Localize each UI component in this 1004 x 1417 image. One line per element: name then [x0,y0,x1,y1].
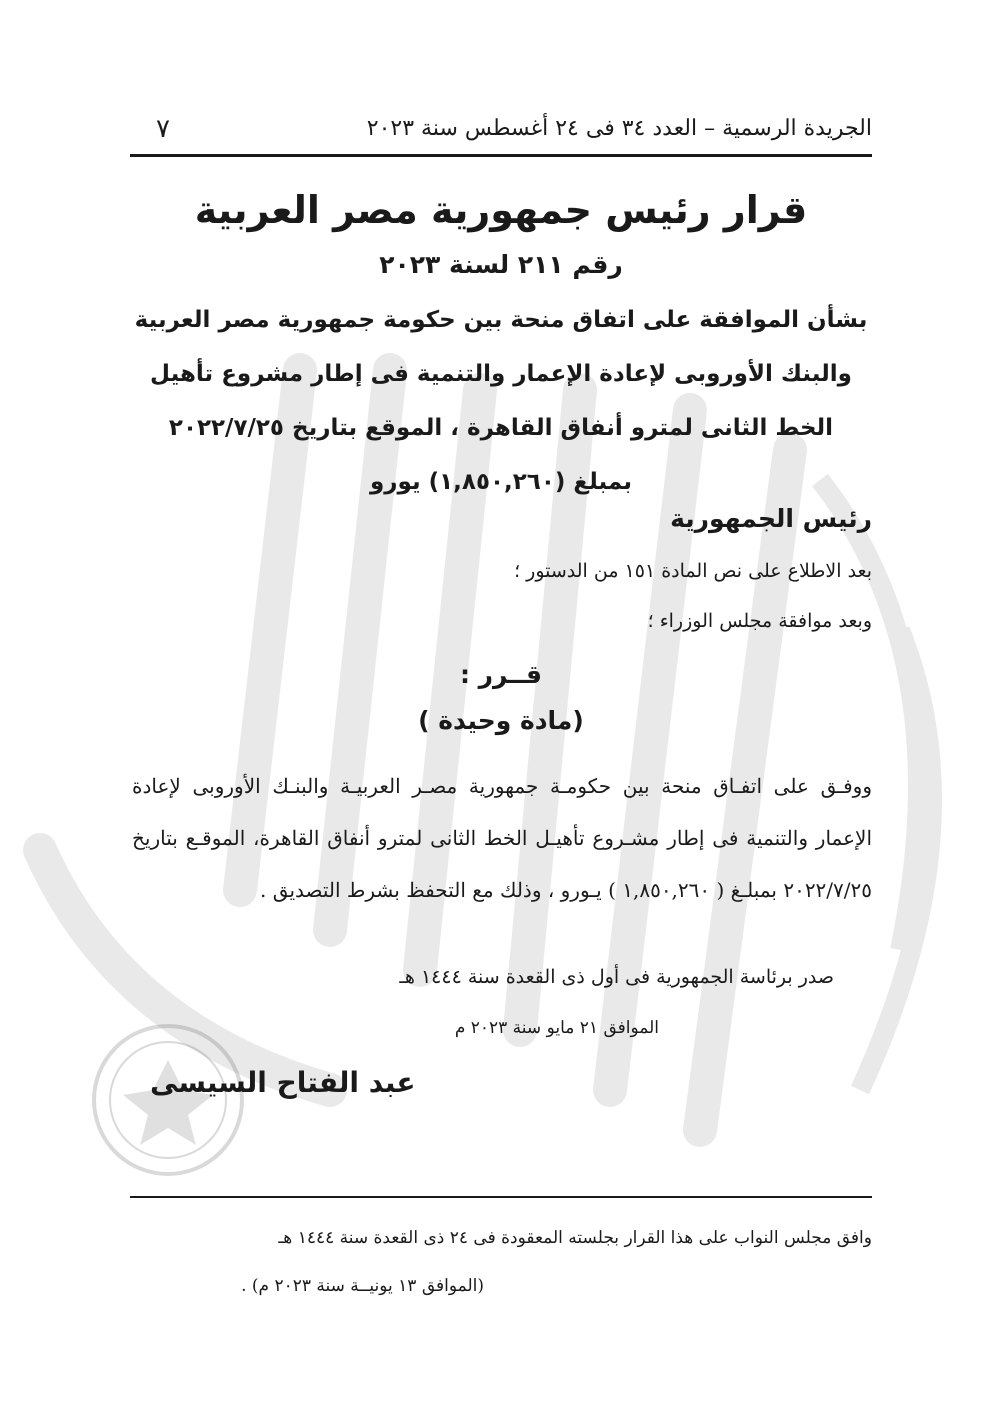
issued-hijri-date: صدر برئاسة الجمهورية فى أول ذى القعدة سنة ١٤٤٤ هـ [399,966,834,988]
article-body: ووفـق على اتفـاق منحة بين حكومـة جمهورية مصـر العربيـة والبنـك الأوروبى لإعادة الإعمار والتنمية فى إطار مشـروع تأهيـل الخط الثانى لمترو أنفاق القاهرة، الموقـع بتاريخ ٢٠٢٢/٧/٢٥ بمبلـغ ( ١,٨٥٠,٢٦٠ ) يـورو ، وذلك مع التحفظ بشرط التصديق . [132,774,872,902]
subject-line: بشأن الموافقة على اتفاق منحة بين حكومة جمهورية مصر العربية [134,307,868,333]
preamble-line: بعد الاطلاع على نص المادة ١٥١ من الدستور ؛ [514,560,872,582]
footnote-line: وافق مجلس النواب على هذا القرار بجلسته المعقودة فى ٢٤ ذى القعدة سنة ١٤٤٤ هـ [278,1228,872,1248]
issued-gregorian-date: الموافق ٢١ مايو سنة ٢٠٢٣ م [454,1018,659,1038]
decree-number: رقم ٢١١ لسنة ٢٠٢٣ [379,250,623,279]
page-header [130,112,872,148]
subject-line: الخط الثانى لمترو أنفاق القاهرة ، الموقع بتاريخ ٢٠٢٢/٧/٢٥ [168,415,834,441]
article-heading: (مادة وحيدة ) [418,706,584,735]
decree-title: قرار رئيس جمهورية مصر العربية [194,188,808,232]
decided-heading: قــرر : [459,660,543,689]
gazette-title: الجريدة الرسمية – العدد ٣٤ فى ٢٤ أغسطس سنة ٢٠٢٣ [366,116,872,141]
decree-subject [130,293,872,509]
subject-line: بمبلغ (١,٨٥٠,٢٦٠) يورو [370,469,632,495]
signature: عبد الفتاح السيسى [150,1066,416,1099]
footnote-line: (الموافق ١٣ يونيــة سنة ٢٠٢٣ م) . [241,1276,484,1296]
eagle-seal-icon [88,1020,248,1180]
subject-line: والبنك الأوروبى لإعادة الإعمار والتنمية فى إطار مشروع تأهيل [150,361,852,387]
page-number: ٧ [156,114,170,144]
preamble-line: وبعد موافقة مجلس الوزراء ؛ [647,610,872,632]
footer-divider [130,1196,872,1198]
president-heading: رئيس الجمهورية [670,504,872,533]
header-divider [130,154,872,157]
